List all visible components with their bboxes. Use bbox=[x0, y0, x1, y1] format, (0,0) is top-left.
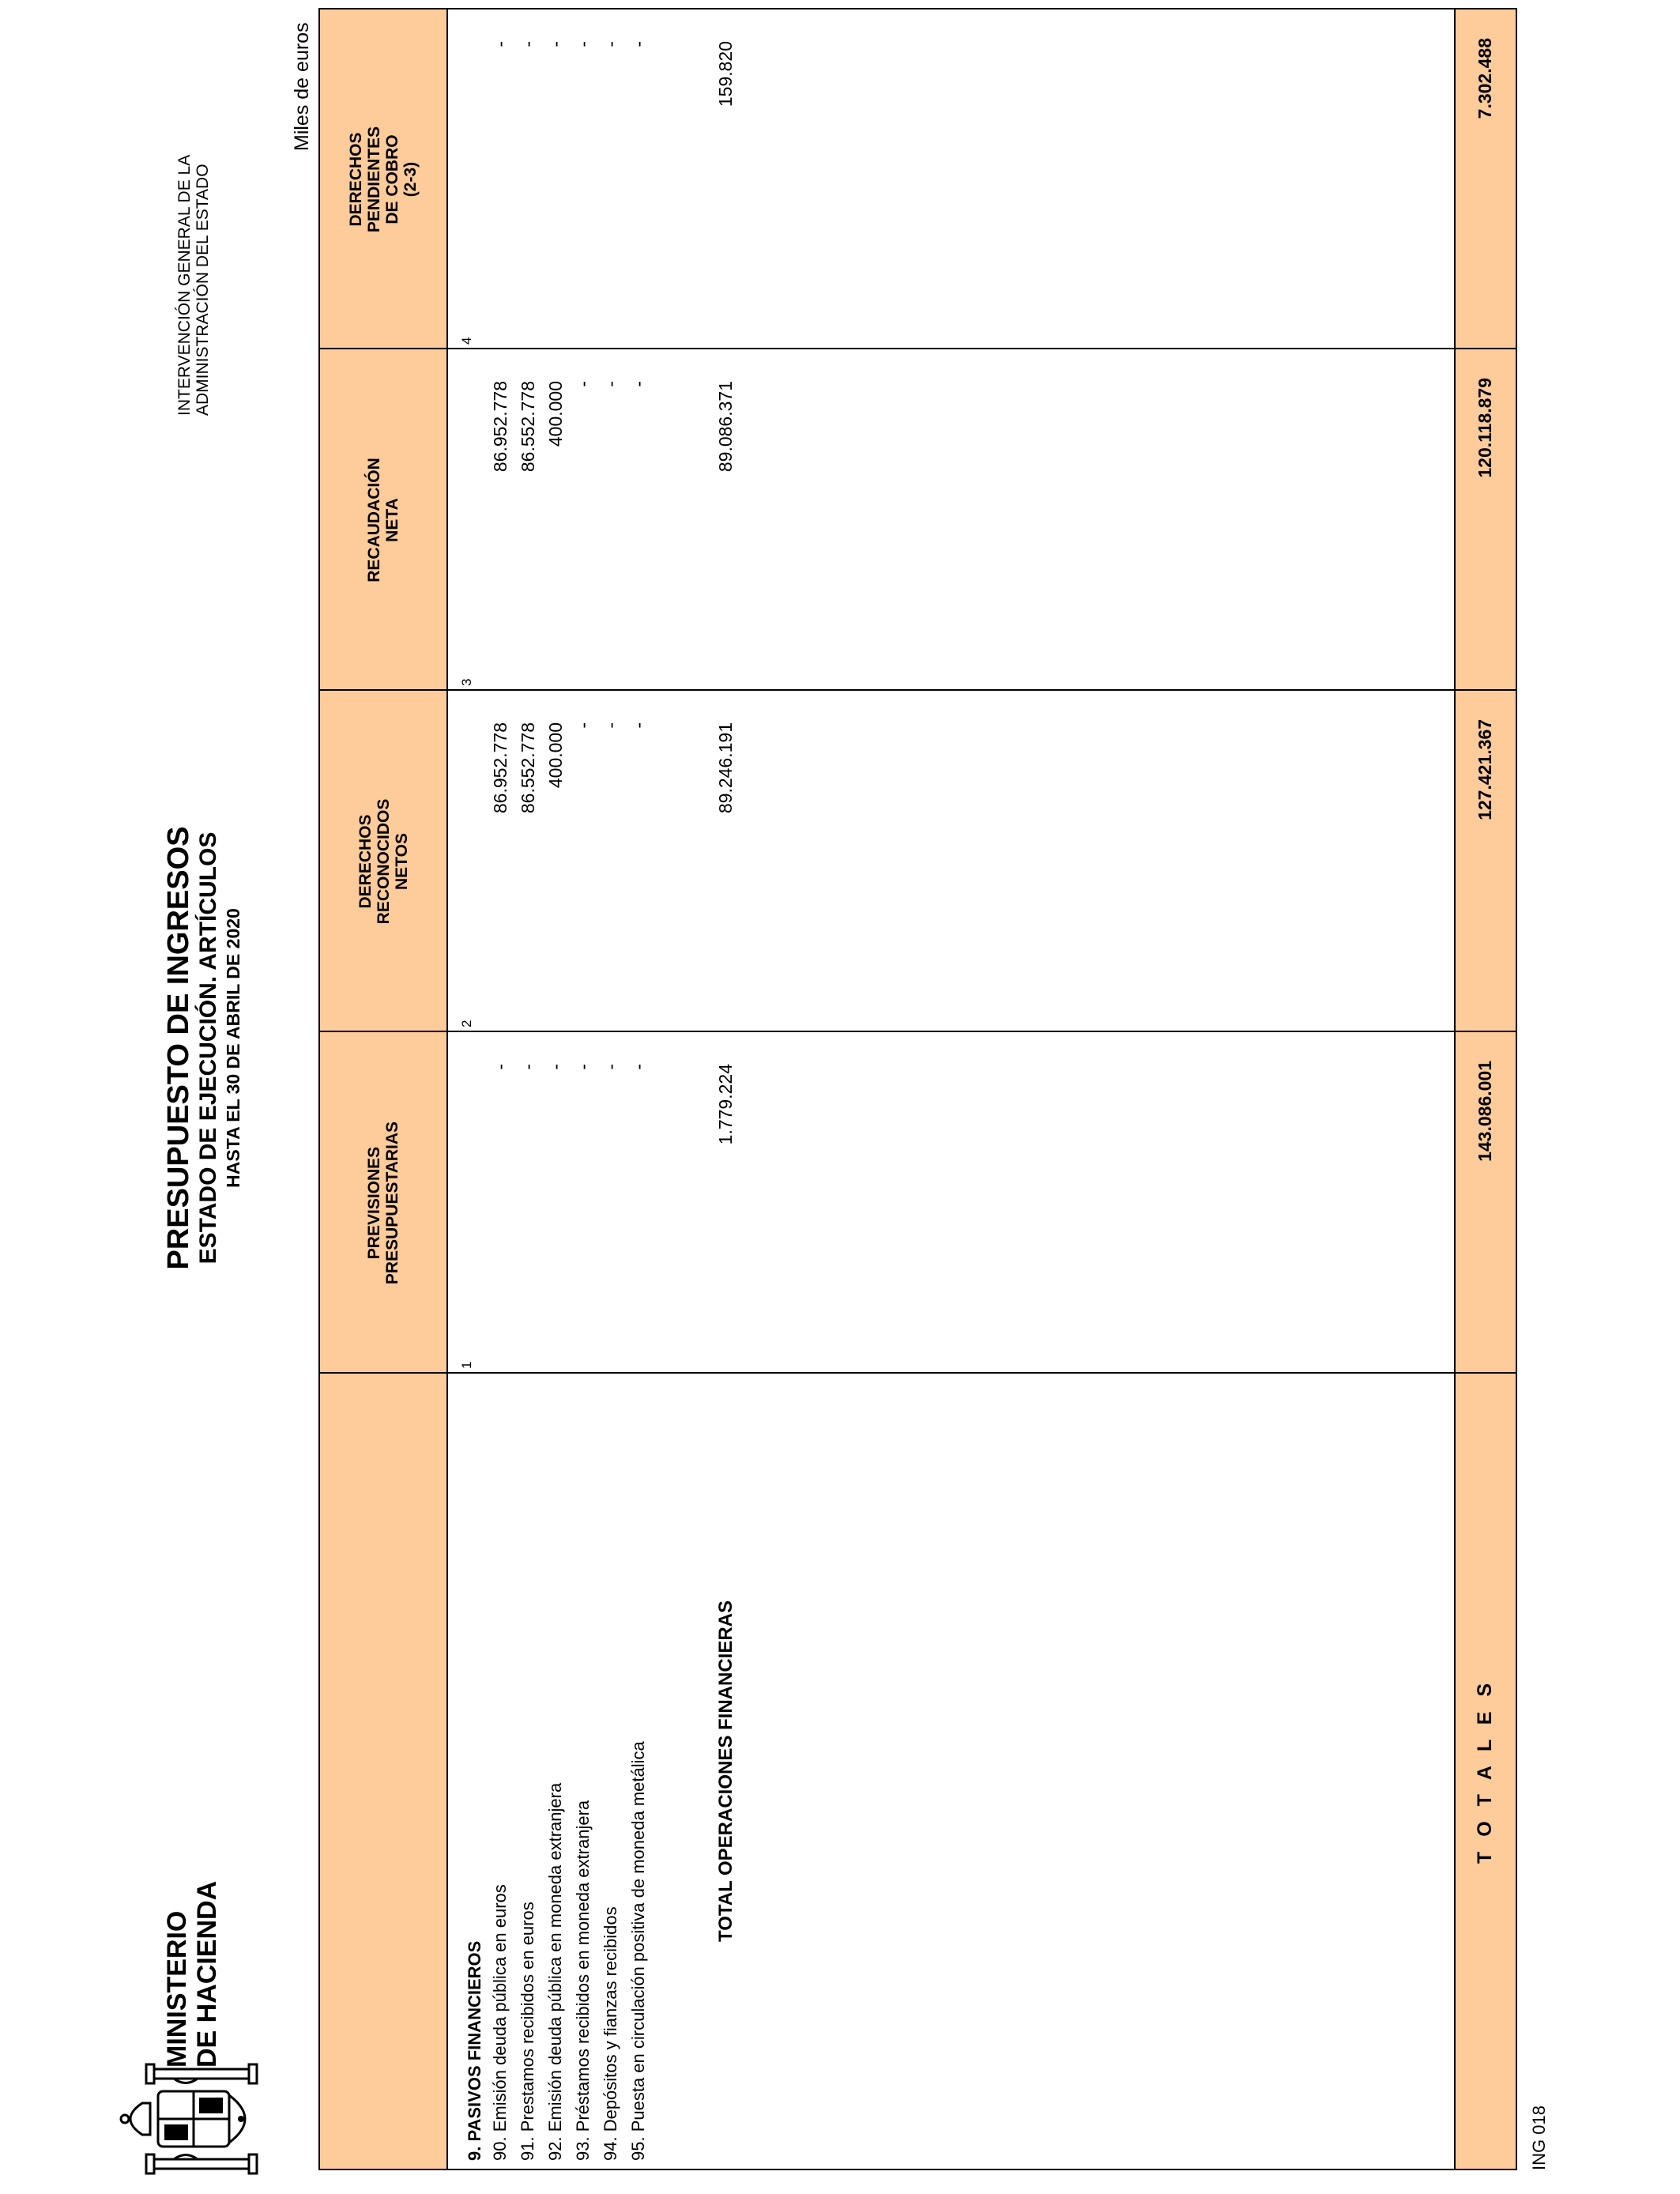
row-92-pendientes: - bbox=[545, 41, 566, 47]
row-92-previsiones: - bbox=[545, 1064, 566, 1070]
form-code: ING 018 bbox=[1529, 2105, 1549, 2170]
totals-recaudacion: 120.118.879 bbox=[1474, 378, 1495, 478]
date-line: HASTA EL 30 DE ABRIL DE 2020 bbox=[223, 908, 243, 1188]
header-previsiones: PREVISIONES PRESUPUESTARIAS bbox=[365, 1121, 401, 1285]
row-90-derechos: 86.952.778 bbox=[490, 722, 510, 814]
page-title: PRESUPUESTO DE INGRESOS bbox=[162, 826, 195, 1270]
row-90-previsiones: - bbox=[490, 1064, 510, 1070]
col-divider-4 bbox=[320, 348, 1517, 349]
row-94-derechos: - bbox=[601, 722, 621, 729]
row-label-9: 9. PASIVOS FINANCIEROS bbox=[465, 1940, 484, 2161]
subtotal-label: TOTAL OPERACIONES FINANCIERAS bbox=[715, 1600, 736, 1943]
row-90-pendientes: - bbox=[490, 41, 510, 47]
row-94-previsiones: - bbox=[601, 1064, 621, 1070]
row-92-recaudacion: 400.000 bbox=[545, 381, 566, 447]
row-91-previsiones: - bbox=[518, 1064, 538, 1070]
row-94-pendientes: - bbox=[601, 41, 621, 47]
totals-previsiones: 143.086.001 bbox=[1474, 1061, 1495, 1162]
col-divider-3 bbox=[320, 689, 1517, 691]
units-label: Miles de euros bbox=[291, 22, 313, 151]
row-91-derechos: 86.552.778 bbox=[518, 722, 538, 814]
row-label-94: 94. Depósitos y fianzas recibidos bbox=[601, 1906, 620, 2161]
col-divider-1 bbox=[320, 1372, 1517, 1374]
column-number-4: 4 bbox=[459, 337, 474, 345]
coat-of-arms-icon bbox=[111, 2060, 284, 2178]
row-95-previsiones: - bbox=[628, 1064, 649, 1070]
row-93-recaudacion: - bbox=[573, 381, 593, 387]
row-label-90: 90. Emisión deuda pública en euros bbox=[490, 1884, 510, 2161]
header-derechos-reconocidos: DERECHOS RECONOCIDOS NETOS bbox=[356, 798, 411, 925]
row-91-recaudacion: 86.552.778 bbox=[518, 381, 538, 473]
table-frame bbox=[318, 8, 1517, 2170]
subtotal-recaudacion: 89.086.371 bbox=[715, 381, 736, 473]
subtotal-derechos: 89.246.191 bbox=[715, 722, 736, 814]
column-number-1: 1 bbox=[459, 1361, 474, 1369]
header-pendientes-line-2: DE COBRO bbox=[383, 134, 401, 224]
header-pendientes-line-0: DERECHOS bbox=[347, 132, 365, 227]
header-pendientes-line-3: (2-3) bbox=[401, 161, 420, 198]
row-label-91: 91. Prestamos recibidos en euros bbox=[518, 1902, 537, 2161]
column-number-2: 2 bbox=[459, 1020, 474, 1027]
header-derechos-pendientes bbox=[320, 9, 446, 349]
intervention-name: INTERVENCIÓN GENERAL DE LA ADMINISTRACIÓN DEL ESTADO bbox=[175, 154, 212, 416]
ministry-name: MINISTERIO DE HACIENDA bbox=[162, 1880, 222, 2068]
column-number-3: 3 bbox=[459, 678, 474, 686]
totals-derechos: 127.421.367 bbox=[1474, 719, 1495, 820]
subtotal-pendientes: 159.820 bbox=[715, 41, 736, 107]
row-90-recaudacion: 86.952.778 bbox=[490, 381, 510, 473]
page-subtitle: ESTADO DE EJECUCIÓN. ARTÍCULOS bbox=[195, 831, 221, 1265]
row-95-derechos: - bbox=[628, 722, 649, 729]
col-divider-2 bbox=[320, 1031, 1517, 1032]
row-92-derechos: 400.000 bbox=[545, 722, 566, 789]
row-93-derechos: - bbox=[573, 722, 593, 729]
row-label-95: 95. Puesta en circulación positiva de moneda metálica bbox=[628, 1741, 648, 2161]
row-93-previsiones: - bbox=[573, 1064, 593, 1070]
row-label-92: 92. Emisión deuda pública en moneda extranjera bbox=[545, 1782, 565, 2161]
header-recaudacion: RECAUDACIÓN NETA bbox=[365, 458, 401, 582]
header-divider bbox=[446, 9, 448, 2169]
row-94-recaudacion: - bbox=[601, 381, 621, 387]
row-95-pendientes: - bbox=[628, 41, 649, 47]
header-pendientes-line-1: PENDIENTES bbox=[365, 126, 383, 233]
row-91-pendientes: - bbox=[518, 41, 538, 47]
totals-label: T O T A L E S bbox=[1473, 1678, 1496, 1864]
row-label-93: 93. Préstamos recibidos en moneda extranjera bbox=[573, 1800, 593, 2161]
row-95-recaudacion: - bbox=[628, 381, 649, 387]
subtotal-previsiones: 1.779.224 bbox=[715, 1064, 736, 1145]
totals-pendientes: 7.302.488 bbox=[1474, 38, 1495, 119]
row-93-pendientes: - bbox=[573, 41, 593, 47]
report-title-block bbox=[162, 732, 244, 1364]
